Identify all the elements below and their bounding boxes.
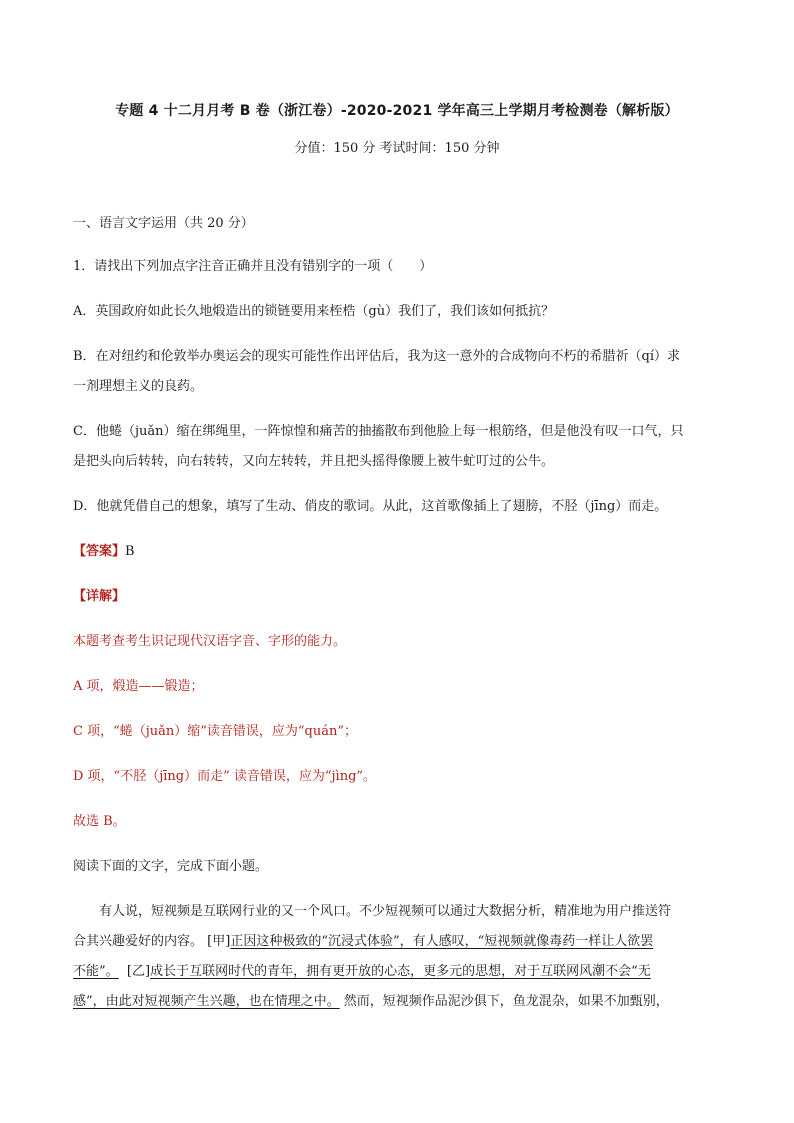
passage-line <box>73 962 723 982</box>
underlined-sentence: 成长于互联网时代的青年，拥有更开放的心态，更多元的思想，对于互联网风潮不会“无 <box>150 964 651 979</box>
passage-line: 有人说，短视频是互联网行业的又一个风口。不少短视频可以通过大数据分析，精准地为用户推送符 <box>99 904 672 919</box>
passage-line <box>73 992 723 1012</box>
underlined-sentence: 正因这种极致的“沉浸式体验”，有人感叹，“短视频就像毒药一样让人欲罢 <box>230 934 654 949</box>
option-d: D．他就凭借自己的想象，填写了生动、俏皮的歌词。从此，这首歌像插上了翅膀，不胫（jīng）而走。 <box>73 499 668 514</box>
option-b-line1: B．在对纽约和伦敦举办奥运会的现实可能性作出评估后，我为这一意外的合成物向不朽的希腊祈（qí）求 <box>73 349 681 364</box>
underlined-sentence: 感”，由此对短视频产生兴趣，也在情理之中。 <box>73 994 340 1009</box>
question-stem: 1．请找出下列加点字注音正确并且没有错别字的一项（ ） <box>73 259 433 274</box>
explanation-line: 故选 B。 <box>73 814 126 829</box>
detail-label: 【详解】 <box>73 589 126 604</box>
score-time: 分值：150 分 考试时间：150 分钟 <box>294 141 500 156</box>
explanation-line: 本题考查考生识记现代汉语字音、字形的能力。 <box>73 634 347 649</box>
passage-text: 合其兴趣爱好的内容。 <box>73 934 204 949</box>
passage-line <box>73 932 723 952</box>
explanation-line: A 项，煅造——锻造； <box>73 679 204 694</box>
document-title: 专题 4 十二月月考 B 卷（浙江卷）-2020-2021 学年高三上学期月考检测卷（解析版） <box>115 103 679 119</box>
marker-jia: [甲] <box>207 934 231 949</box>
option-a: A．英国政府如此长久地煅造出的锁链要用来桎梏（gù）我们了，我们该如何抵抗？ <box>73 304 555 319</box>
answer-label: 【答案】 <box>73 544 126 559</box>
section-heading: 一、语言文字运用（共 20 分） <box>73 216 254 231</box>
answer-value: B <box>125 544 135 559</box>
passage-text: 然而，短视频作品泥沙俱下，鱼龙混杂，如果不加甄别， <box>343 994 669 1009</box>
option-b-line2: 一剂理想主义的良药。 <box>73 379 204 394</box>
option-c-line1: C．他蜷（juǎn）缩在绑绳里，一阵惊惶和痛苦的抽搐散布到他脸上每一根筋络，但是他没有叹一口气，只 <box>73 424 684 439</box>
answer-line <box>73 542 723 562</box>
option-c-line2: 是把头向后转转，向右转转，又向左转转，并且把头摇得像腰上被牛虻叮过的公牛。 <box>73 454 555 469</box>
explanation-line: D 项，“不胫（jīng）而走” 读音错误，应为“jìng”。 <box>73 769 377 784</box>
marker-yi: [乙] <box>126 964 151 979</box>
underlined-sentence: 不能”。 <box>73 964 119 979</box>
reading-instruction: 阅读下面的文字，完成下面小题。 <box>73 859 269 874</box>
explanation-line: C 项，“蜷（juǎn）缩”读音错误，应为“quán”； <box>73 724 358 739</box>
